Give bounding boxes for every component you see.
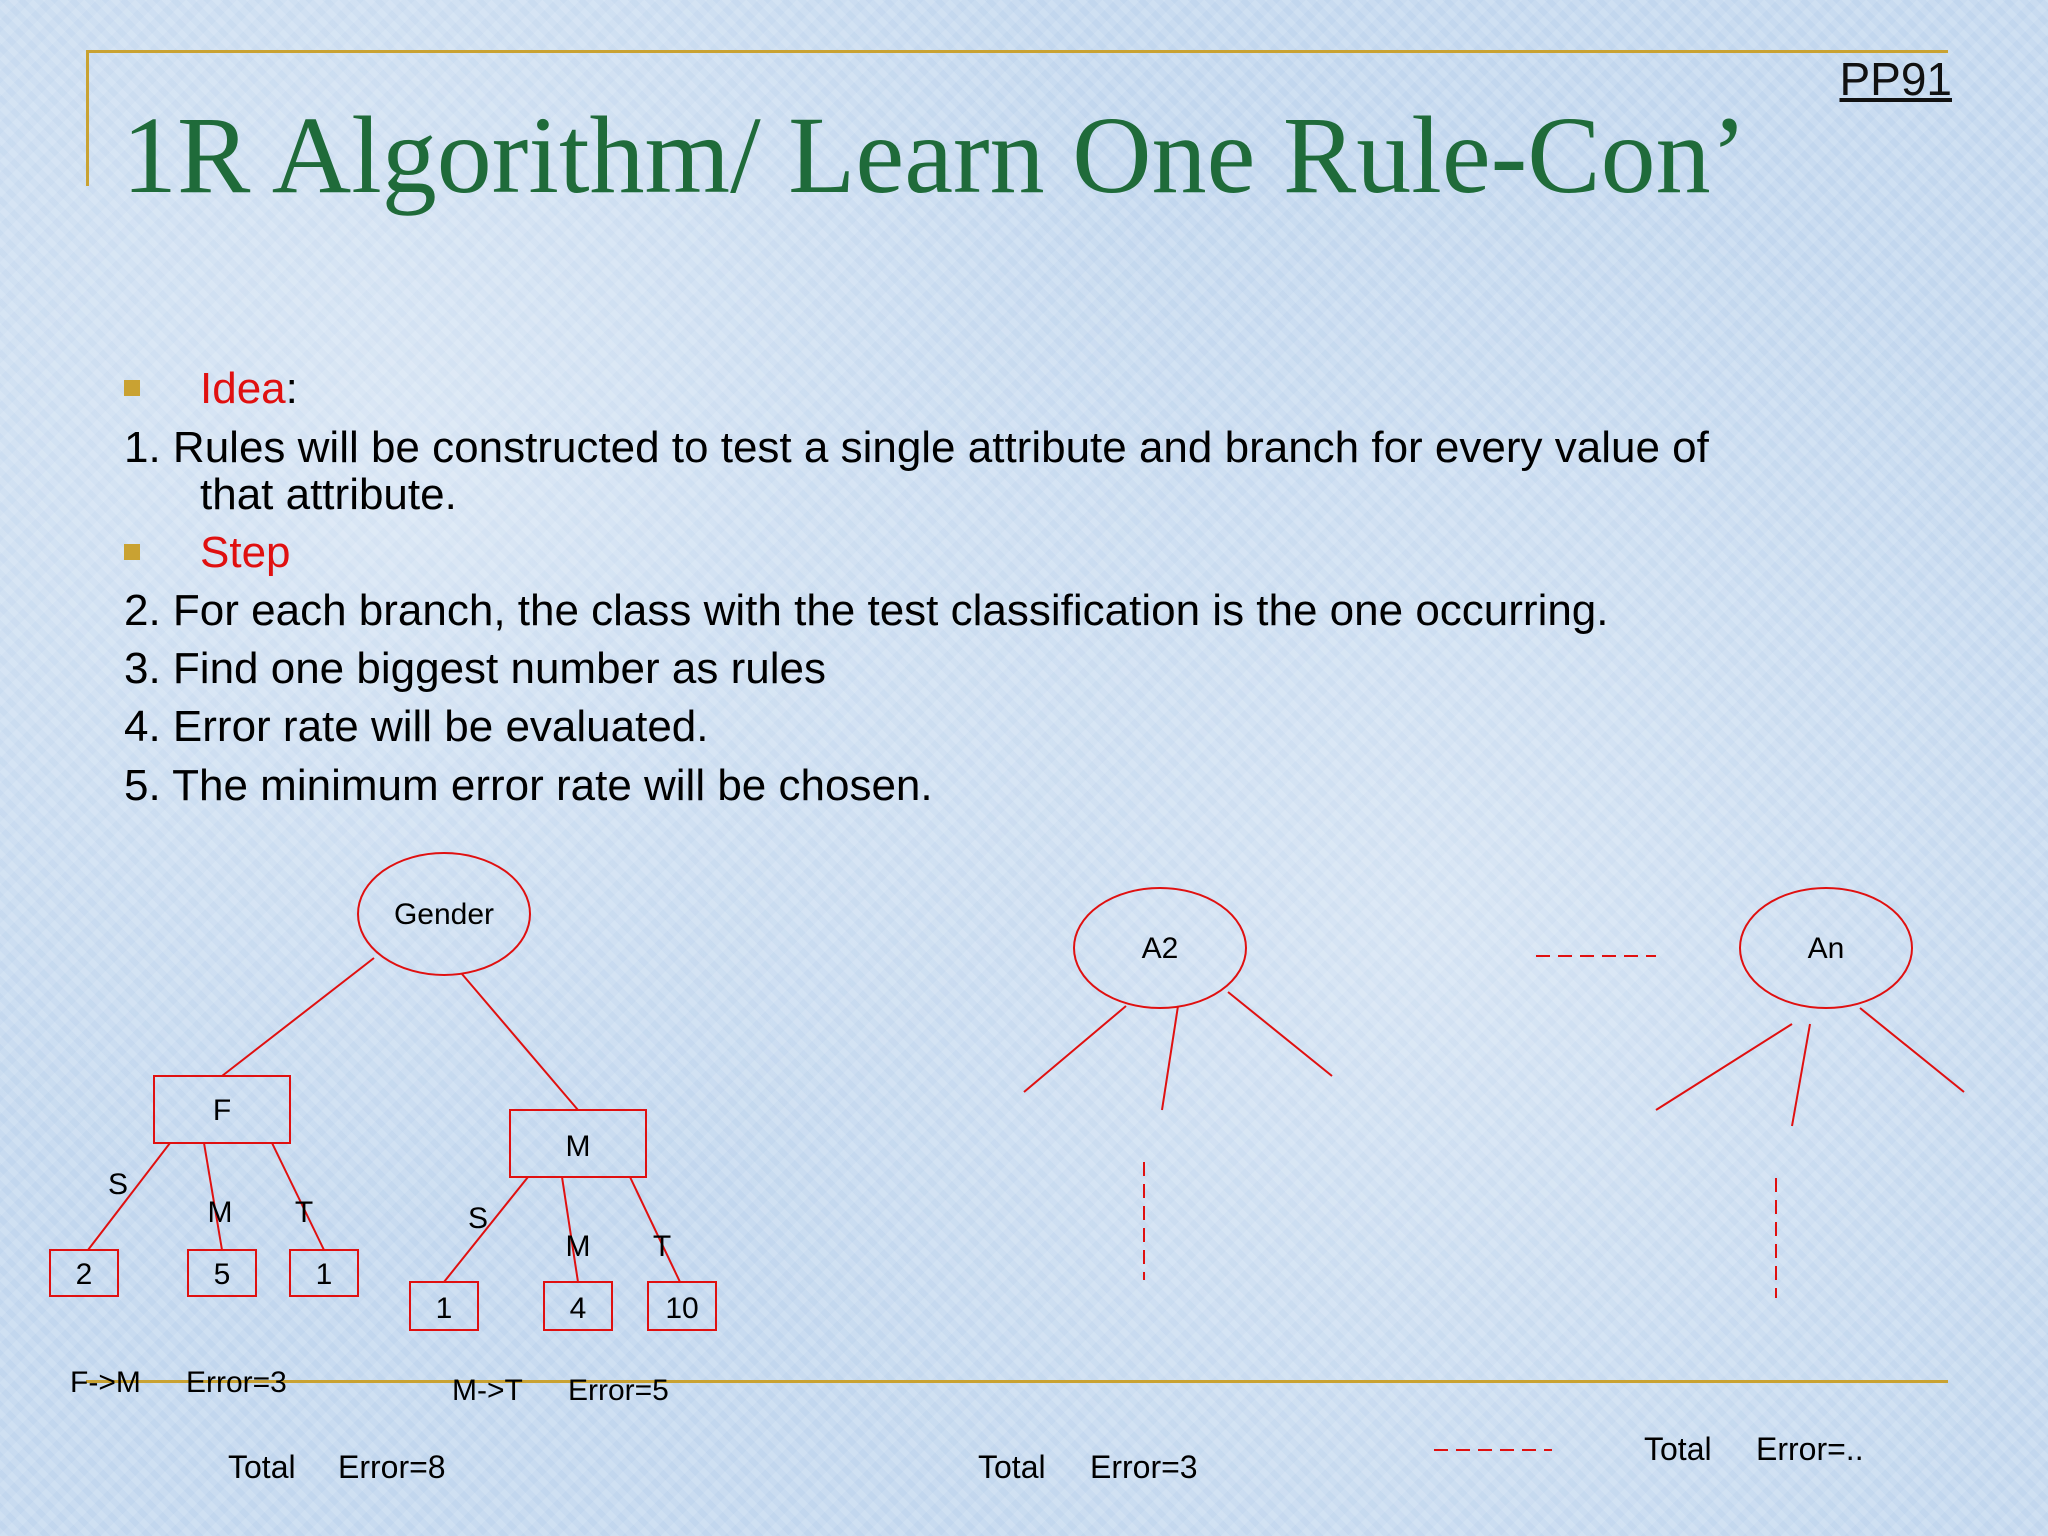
node-m-label: M (565, 1130, 591, 1163)
page-id: PP91 (1839, 53, 1952, 105)
error-f: Error=3 (186, 1366, 287, 1399)
edge-an-mid (1792, 1024, 1810, 1126)
edge-an-left (1656, 1024, 1792, 1110)
gender-total-label: Total (228, 1449, 296, 1485)
an-label: An (1807, 932, 1845, 965)
slide-title: 1R Algorithm/ Learn One Rule-Con’ (122, 94, 1748, 216)
edge-a2-left (1024, 1006, 1126, 1092)
rule-f: F->M (70, 1366, 141, 1399)
node-f-label: F (212, 1094, 232, 1127)
a2-label: A2 (1141, 932, 1179, 965)
edge-gender-m (462, 974, 578, 1110)
leaf-f-m-value: 5 (213, 1258, 231, 1291)
rule-m: M->T (452, 1374, 523, 1407)
step-5: 5. The minimum error rate will be chosen. (124, 761, 933, 810)
edge-f-s (88, 1143, 170, 1250)
edge-a2-right (1228, 992, 1332, 1076)
leaf-f-t-value: 1 (315, 1258, 333, 1291)
leaf-f-s-value: 2 (75, 1258, 93, 1291)
a2-total-error: Error=3 (1090, 1449, 1198, 1485)
edge-a2-mid (1162, 1006, 1178, 1110)
an-total-label: Total (1644, 1431, 1712, 1467)
leaf-m-s-value: 1 (435, 1292, 453, 1325)
edge-an-right (1860, 1008, 1964, 1092)
gender-label: Gender (393, 898, 495, 931)
step-4: 4. Error rate will be evaluated. (124, 702, 709, 751)
rule-1-line2: that attribute. (200, 470, 457, 519)
leaf-m-m-value: 4 (569, 1292, 587, 1325)
error-m: Error=5 (568, 1374, 669, 1407)
step-label: Step (200, 528, 291, 577)
idea-colon: : (285, 364, 298, 413)
a2-total-label: Total (978, 1449, 1046, 1485)
branch-m-m: M (565, 1230, 591, 1263)
branch-f-m: M (207, 1196, 233, 1229)
leaf-m-t-value: 10 (665, 1292, 699, 1325)
idea-label: Idea (200, 364, 286, 413)
branch-f-s: S (107, 1168, 129, 1201)
branch-m-t: T (652, 1230, 672, 1263)
edge-gender-f (222, 958, 374, 1076)
branch-f-t: T (294, 1196, 314, 1229)
step-3: 3. Find one biggest number as rules (124, 644, 826, 693)
branch-m-s: S (467, 1202, 489, 1235)
step-2: 2. For each branch, the class with the test classification is the one occurring. (124, 586, 1609, 635)
rule-1-line1: 1. Rules will be constructed to test a single attribute and branch for every value of (124, 423, 1709, 472)
gender-total-error: Error=8 (338, 1449, 446, 1485)
an-total-error: Error=.. (1756, 1431, 1864, 1467)
